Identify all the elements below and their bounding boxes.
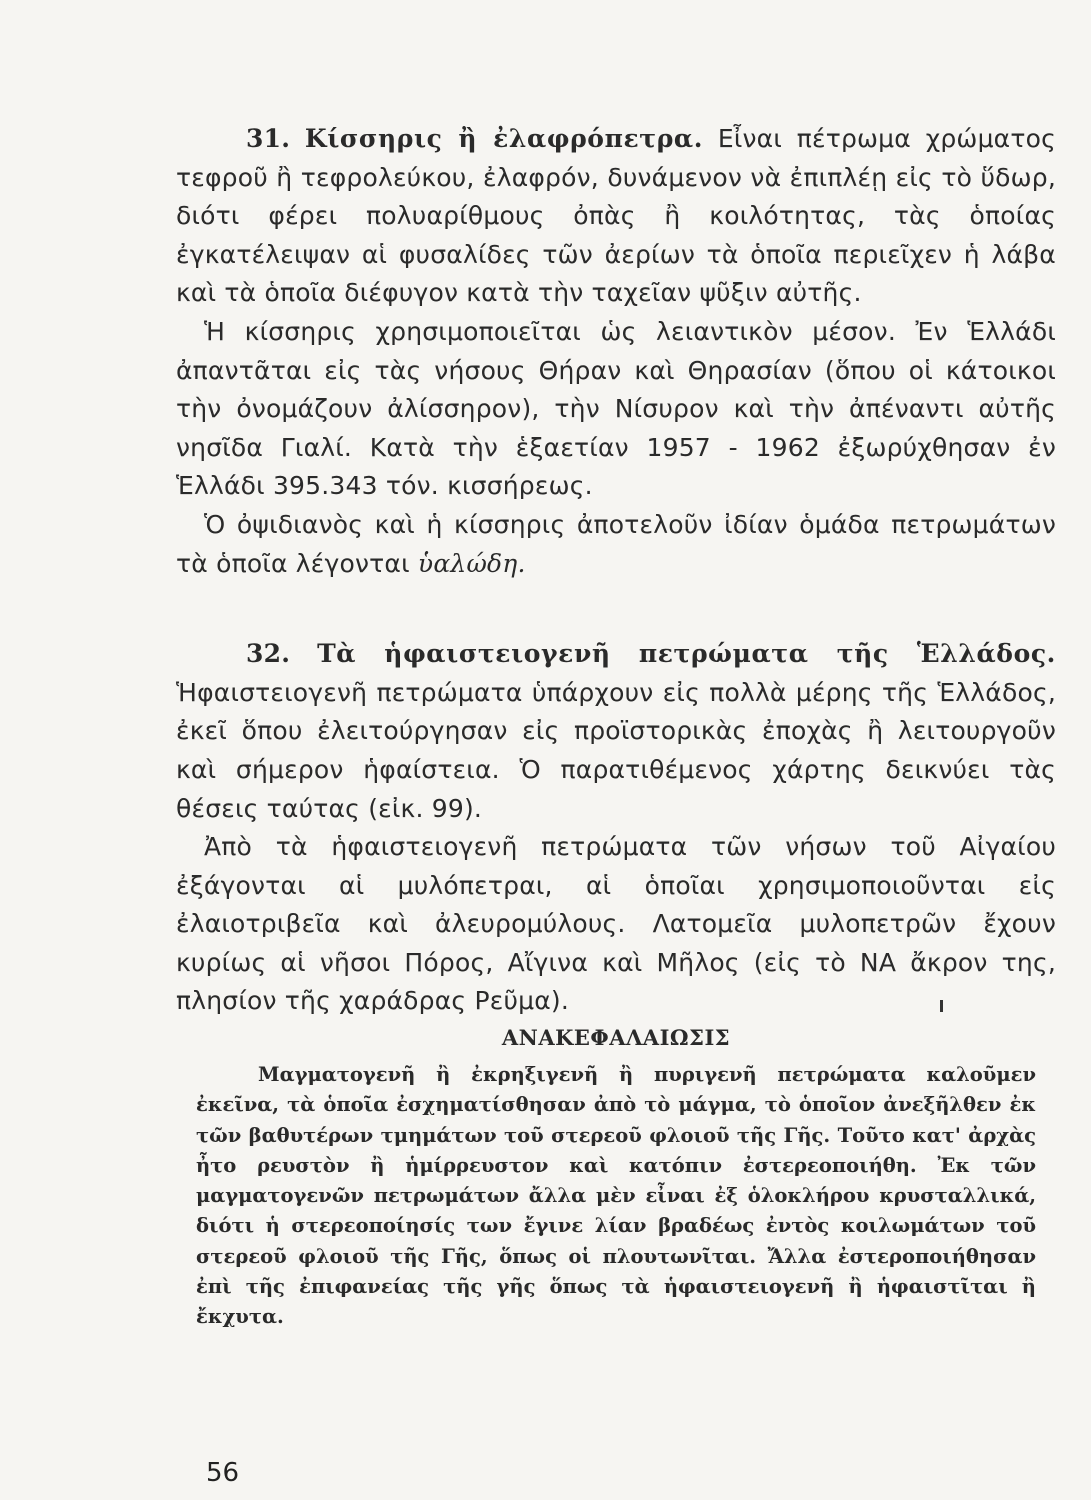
section-31-text-1: Εἶναι πέτρωμα χρώματος τεφροῦ ἢ τεφρολεύκου, ἐλαφρόν, δυνάμενον νὰ ἐπιπλέῃ εἰς τὸ ὕδωρ, διότι φέρει πολυαρίθμους ὀπὰς ἢ κοιλότητας, τὰς ὁποίας ἐγκατέλειψαν αἱ φυσαλίδες τῶν ἀερίων τὰ ὁποῖα περιεῖχεν ἡ λάβα καὶ τὰ ὁποῖα διέφυγον κατὰ τὴν ταχεῖαν ψῦξιν αὐτῆς. xyxy=(176,124,1056,308)
section-gap xyxy=(176,583,1056,635)
section-31-number: 31. xyxy=(246,124,291,153)
section-31-heading: Κίσσηρις ἢ ἐλαφρόπετρα. xyxy=(304,124,704,153)
section-32-paragraph-1 xyxy=(176,635,1056,828)
term-ualodi: ὑαλώδη. xyxy=(417,548,526,578)
stray-mark xyxy=(940,1000,943,1012)
summary-title: ΑΝΑΚΕΦΑΛΑΙΩΣΙΣ xyxy=(501,1025,731,1050)
section-32-heading: Τὰ ἡφαιστειογενῆ πετρώματα τῆς Ἑλλάδος. xyxy=(317,639,1056,669)
section-31-paragraph-3 xyxy=(176,506,1056,583)
summary-body: Μαγματογενῆ ἢ ἐκρηξιγενῆ ἢ πυριγενῆ πετρώματα καλοῦμεν ἐκεῖνα, τὰ ὁποῖα ἐσχηματίσθησαν ἀπὸ τὸ μάγμα, τὸ ὁποῖον ἀνεξῆλθεν ἐκ τῶν βαθυτέρων τμημάτων τοῦ στερεοῦ φλοιοῦ τῆς Γῆς. Τοῦτο κατ' ἀρχὰς ἦτο ρευστὸν ἢ ἡμίρρευστον καὶ κατόπιν ἐστερεοποιήθη. Ἐκ τῶν μαγματογενῶν πετρωμάτων ἄλλα μὲν εἶναι ἐξ ὁλοκλήρου κρυσταλλικά, διότι ἡ στερεοποίησίς των ἔγινε λίαν βραδέως ἐντὸς κοιλωμάτων τοῦ στερεοῦ φλοιοῦ τῆς Γῆς, ὅπως οἱ πλουτωνῖται. Ἄλλα ἐστεροποιήθησαν ἐπὶ τῆς ἐπιφανείας τῆς γῆς ὅπως τὰ ἡφαιστειογενῆ ἢ ἡφαιστῖται ἢ ἔκχυτα. xyxy=(196,1063,1036,1329)
section-32-text-1: Ἡφαιστειογενῆ πετρώματα ὑπάρχουν εἰς πολλὰ μέρης τῆς Ἑλλάδος, ἐκεῖ ὅπου ἐλειτούργησαν εἰς προϊστορικὰς ἐποχὰς ἢ λειτουργοῦν καὶ σήμερον ἡφαίστεια. Ὁ παρατιθέμενος χάρτης δεικνύει τὰς θέσεις ταύτας (εἰκ. 99). xyxy=(176,677,1056,823)
section-31-text-3: Ὁ ὀψιδιανὸς καὶ ἡ κίσσηρις ἀποτελοῦν ἰδίαν ὁμάδα πετρωμάτων τὰ ὁποῖα λέγονται xyxy=(176,509,1056,578)
main-text xyxy=(176,120,1056,1021)
page-number: 56 xyxy=(206,1458,240,1488)
section-32-paragraph-2: Ἀπὸ τὰ ἡφαιστειογενῆ πετρώματα τῶν νήσων τοῦ Αἰγαίου ἐξάγονται αἱ μυλόπετραι, αἱ ὁποῖαι χρησιμοποιοῦνται εἰς ἐλαιοτριβεῖα καὶ ἀλευρομύλους. Λατομεῖα μυλοπετρῶν ἔχουν κυρίως αἱ νῆσοι Πόρος, Αἴγινα καὶ Μῆλος (εἰς τὸ ΝΑ ἄκρον της, πλησίον τῆς χαράδρας Ρεῦμα). xyxy=(176,832,1056,1016)
section-32-number: 32. xyxy=(246,639,291,669)
section-31-paragraph-2: Ἡ κίσσηρις χρησιμοποιεῖται ὡς λειαντικὸν μέσον. Ἐν Ἑλλάδι ἀπαντᾶται εἰς τὰς νήσους Θήραν καὶ Θηρασίαν (ὅπου οἱ κάτοικοι τὴν ὀνομάζουν ἀλίσσηρον), τὴν Νίσυρον καὶ τὴν ἀπέναντι αὐτῆς νησῖδα Γιαλί. Κατὰ τὴν ἑξαετίαν 1957 - 1962 ἐξωρύχθησαν ἐν Ἑλλάδι 395.343 τόν. κισσήρεως. xyxy=(176,316,1056,501)
summary-box xyxy=(196,1025,1036,1333)
section-31-paragraph-1 xyxy=(176,120,1056,313)
